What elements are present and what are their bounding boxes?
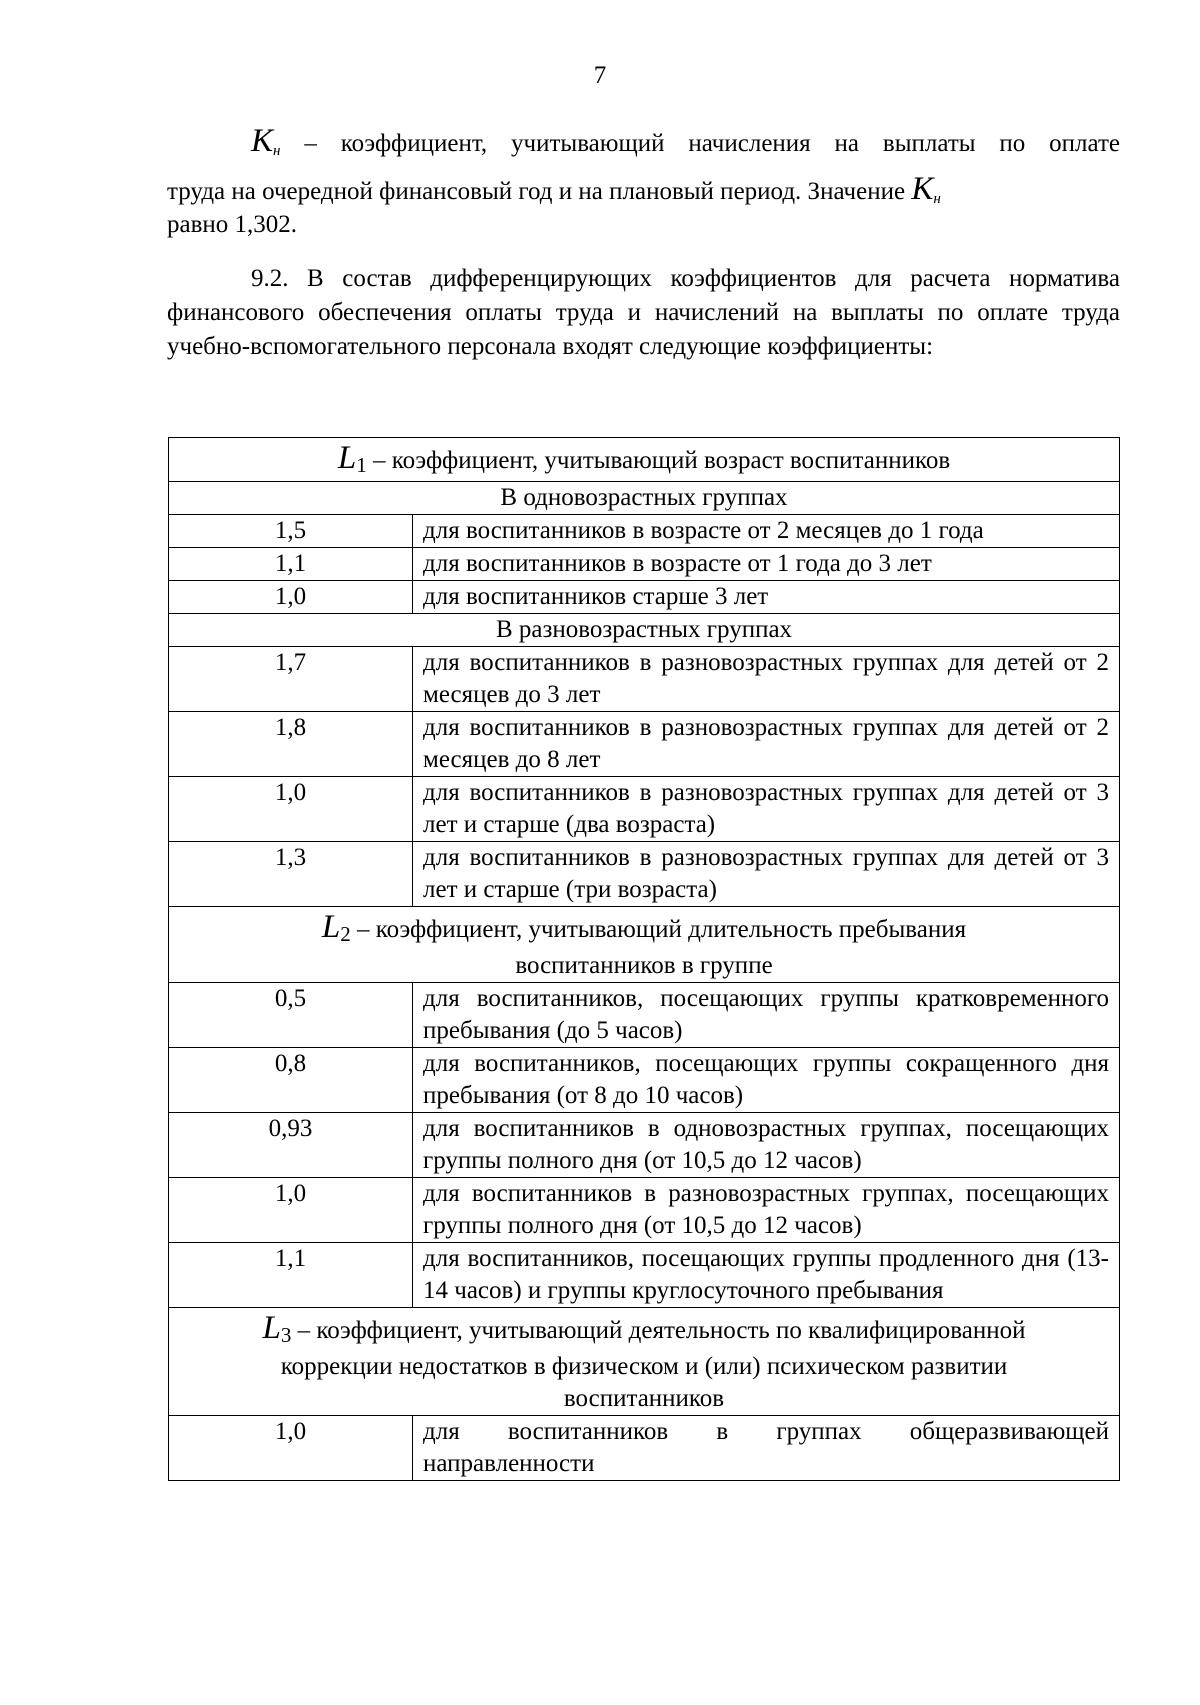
kn-symbol: $K_н$ — [251, 123, 281, 159]
coef-description: для воспитанников в разновозрастных группах для детей от 3 лет и старше (три возраста) — [413, 842, 1120, 907]
coefficients-table — [168, 437, 1120, 1481]
coef-value: 0,93 — [169, 1113, 413, 1178]
kn-line-1: $K_н$ – коэффициент, учитывающий начисления на выплаты по оплате — [251, 123, 1120, 159]
coef-value: 0,5 — [169, 983, 413, 1048]
coef-value: 1,0 — [169, 777, 413, 842]
coef-description: для воспитанников в группах общеразвивающей направленности — [413, 1416, 1120, 1481]
coef-value: 1,5 — [169, 515, 413, 548]
coef-value: 1,1 — [169, 1243, 413, 1308]
coef-value: 1,0 — [169, 1178, 413, 1243]
coef-description: для воспитанников в разновозрастных группах для детей от 2 месяцев до 8 лет — [413, 712, 1120, 777]
l1-group1-header: В одновозрастных группах — [169, 482, 1120, 515]
table-row — [169, 1243, 1120, 1308]
coef-description: для воспитанников старше 3 лет — [413, 581, 1120, 614]
l1-title: – коэффициент, учитывающий возраст воспитанников — [366, 447, 951, 474]
l1-title-cell — [169, 438, 1120, 482]
table-row — [169, 1048, 1120, 1113]
coef-description: для воспитанников в разновозрастных группах для детей от 2 месяцев до 3 лет — [413, 647, 1120, 712]
table-row — [169, 581, 1120, 614]
paragraph-9-2 — [167, 262, 1120, 364]
table-row — [169, 1416, 1120, 1481]
table-row — [169, 712, 1120, 777]
l2-title-line-2: воспитанников в группе — [515, 952, 773, 979]
coef-description: для воспитанников в возрасте от 2 месяцев до 1 года — [413, 515, 1120, 548]
page-number: 7 — [593, 62, 607, 89]
l1-symbol: $L_1$ — [337, 440, 367, 477]
coef-value: 1,8 — [169, 712, 413, 777]
l3-header-row — [169, 1308, 1120, 1416]
coef-value: 1,3 — [169, 842, 413, 907]
l3-title-line-2: коррекции недостатков в физическом и (или) психическом развитии — [280, 1353, 1008, 1380]
l2-header-row — [169, 907, 1120, 983]
l1-header-row — [169, 438, 1120, 482]
l3-title-line-1: $L_3$ – коэффициент, учитывающий деятельность по квалифицированной — [262, 1310, 1026, 1347]
coef-description: для воспитанников в одновозрастных группах, посещающих группы полного дня (от 10,5 до 12 часов) — [413, 1113, 1120, 1178]
coef-value: 1,7 — [169, 647, 413, 712]
table-row — [169, 1113, 1120, 1178]
kn-definition — [167, 124, 1120, 242]
table-row — [169, 777, 1120, 842]
l1-group2-header: В разновозрастных группах — [169, 614, 1120, 647]
l3-title-cell — [169, 1308, 1120, 1416]
l2-title-line-1: $L_2$ – коэффициент, учитывающий длительность пребывания — [321, 909, 967, 946]
coef-description: для воспитанников, посещающих группы продленного дня (13-14 часов) и группы круглосуточного пребывания — [413, 1243, 1120, 1308]
coef-value: 1,0 — [169, 1416, 413, 1481]
coef-value: 1,0 — [169, 581, 413, 614]
coef-description: для воспитанников, посещающих группы сокращенного дня пребывания (от 8 до 10 часов) — [413, 1048, 1120, 1113]
coef-description: для воспитанников в разновозрастных группах для детей от 3 лет и старше (два возраста) — [413, 777, 1120, 842]
coef-value: 1,1 — [169, 548, 413, 581]
table-row — [169, 983, 1120, 1048]
l2-symbol: $L_2$ — [321, 909, 351, 946]
kn-line-3: равно 1,302. — [167, 211, 298, 238]
l2-title-cell — [169, 907, 1120, 983]
coef-description: для воспитанников, посещающих группы кратковременного пребывания (до 5 часов) — [413, 983, 1120, 1048]
table-row — [169, 842, 1120, 907]
table-row — [169, 515, 1120, 548]
coef-description: для воспитанников в разновозрастных группах, посещающих группы полного дня (от 10,5 до 12 часов) — [413, 1178, 1120, 1243]
l1-group2-header-row — [169, 614, 1120, 647]
l3-title-line-3: воспитанников — [563, 1385, 725, 1412]
kn-symbol-2: $K_н$ — [911, 171, 941, 207]
kn-line-2: труда на очередной финансовый год и на плановый период. Значение $K_н$ — [167, 171, 941, 207]
paragraph-9-2-text: 9.2. В состав дифференцирующих коэффициентов для расчета норматива финансового обеспечения оплаты труда и начислений на выплаты по оплате труда учебно-вспомогательного персонала входят следующие коэффициенты: — [167, 265, 1120, 360]
l3-symbol: $L_3$ — [262, 1310, 292, 1347]
l1-group1-header-row — [169, 482, 1120, 515]
table-row — [169, 647, 1120, 712]
coef-value: 0,8 — [169, 1048, 413, 1113]
table-row — [169, 548, 1120, 581]
table-row — [169, 1178, 1120, 1243]
coef-description: для воспитанников в возрасте от 1 года до 3 лет — [413, 548, 1120, 581]
